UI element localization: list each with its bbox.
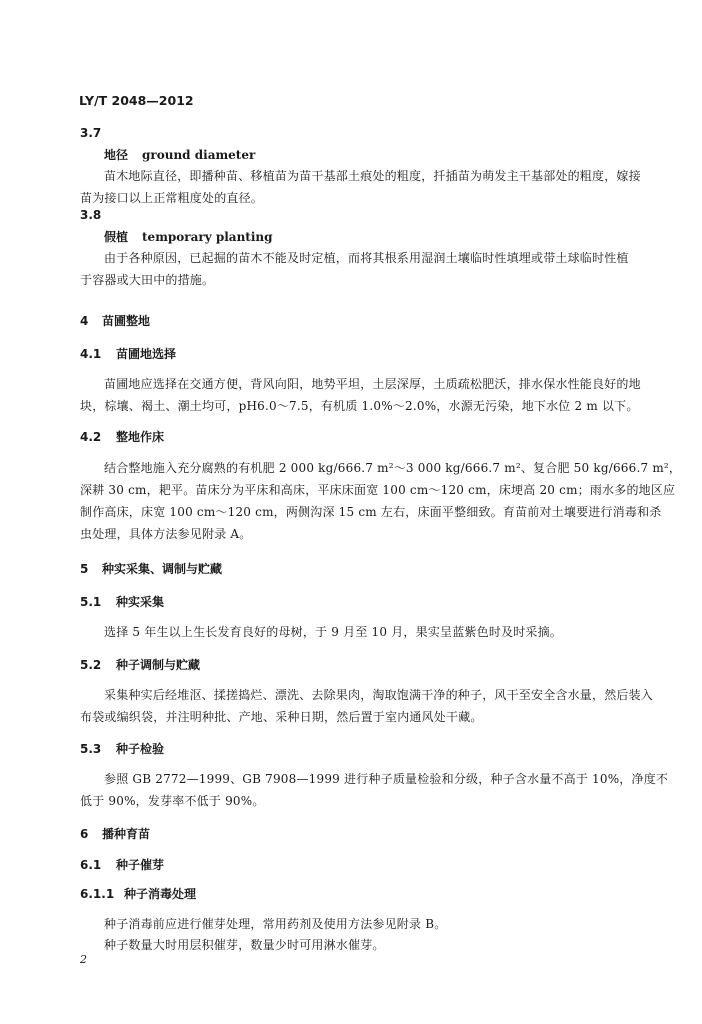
section-title: 种子消毒处理 <box>124 887 197 901</box>
term-number: 3.7 <box>80 126 102 140</box>
term-number: 3.8 <box>80 208 102 222</box>
paragraph-line: 由于各种原因，已起掘的苗木不能及时定植，而将其根系用湿润土壤临时性填埋或带土球临时性植 <box>104 251 629 265</box>
section-heading <box>80 345 176 362</box>
section-title: 种子调制与贮藏 <box>116 658 201 672</box>
paragraph-line: 种子数量大时用层积催芽，数量少时可用淋水催芽。 <box>104 938 385 952</box>
paragraph-line: 虫处理，具体方法参见附录 A。 <box>80 527 252 541</box>
section-heading <box>80 656 200 673</box>
section-number: 4.1 <box>80 347 102 361</box>
section-heading <box>80 825 150 842</box>
paragraph-line: 苗为接口以上正常粗度处的直径。 <box>80 191 264 205</box>
term-zh: 假植 <box>104 230 129 244</box>
section-title: 种子检验 <box>116 742 165 756</box>
paragraph-line: 布袋或编织袋，并注明种批、产地、采种日期，然后置于室内通风处干藏。 <box>80 710 483 724</box>
section-heading <box>80 560 222 577</box>
section-heading <box>80 428 164 445</box>
section-number: 4.2 <box>80 430 102 444</box>
section-number: 6.1.1 <box>80 887 115 901</box>
section-title: 种子催芽 <box>116 858 165 872</box>
section-number: 5 <box>80 562 89 576</box>
paragraph-line: 种子消毒前应进行催芽处理，常用药剂及使用方法参见附录 B。 <box>104 917 447 931</box>
section-title: 苗圃整地 <box>102 314 151 328</box>
paragraph-line: 苗圃地应选择在交通方便，背风向阳，地势平坦，土层深厚，土质疏松肥沃，排水保水性能良好的地 <box>104 377 641 391</box>
paragraph-line: 于容器或大田中的措施。 <box>80 273 215 287</box>
paragraph-line: 块，棕壤、褐土、潮土均可，pH6.0～7.5，有机质 1.0%～2.0%，水源无污染，地下水位 2 m 以下。 <box>80 399 639 413</box>
section-title: 苗圃地选择 <box>116 347 177 361</box>
term-en: temporary planting <box>142 230 273 244</box>
section-title: 整地作床 <box>116 430 165 444</box>
paragraph-line: 制作高床，床宽 100 cm～120 cm，两侧沟深 15 cm 左右，床面平整细致。育苗前对土壤要进行消毒和杀 <box>80 505 662 519</box>
section-title: 种实采集 <box>116 595 165 609</box>
section-title: 种实采集、调制与贮藏 <box>102 562 223 576</box>
paragraph-line: 选择 5 年生以上生长发育良好的母树，于 9 月至 10 月，果实呈蓝紫色时及时采摘。 <box>104 625 563 639</box>
paragraph-line: 结合整地施入充分腐熟的有机肥 2 000 kg/666.7 m²～3 000 kg/666.7 m²、复合肥 50 kg/666.7 m²， <box>104 461 682 475</box>
paragraph-line: 深耕 30 cm，耙平。苗床分为平床和高床，平床床面宽 100 cm～120 cm，床埂高 20 cm；雨水多的地区应 <box>80 483 676 497</box>
section-number: 5.1 <box>80 595 102 609</box>
paragraph-line: 低于 90%，发芽率不低于 90%。 <box>80 794 265 808</box>
term-heading <box>104 228 273 245</box>
section-heading <box>80 312 150 329</box>
term-zh: 地径 <box>104 148 129 162</box>
section-number: 5.2 <box>80 658 102 672</box>
paragraph-line: 参照 GB 2772—1999、GB 7908—1999 进行种子质量检验和分级，种子含水量不高于 10%，净度不 <box>104 772 669 786</box>
section-number: 6 <box>80 827 89 841</box>
section-number: 6.1 <box>80 858 102 872</box>
section-heading <box>80 856 164 873</box>
section-heading <box>80 885 196 902</box>
section-heading <box>80 593 164 610</box>
term-en: ground diameter <box>142 148 256 162</box>
section-number: 4 <box>80 314 89 328</box>
section-title: 播种育苗 <box>102 827 151 841</box>
section-number: 5.3 <box>80 742 102 756</box>
page-number: 2 <box>80 953 87 966</box>
standard-id: LY/T 2048—2012 <box>79 93 194 108</box>
paragraph-line: 采集种实后经堆沤、揉搓捣烂、漂洗、去除果肉，淘取饱满干净的种子，风干至安全含水量，然后装入 <box>104 688 654 702</box>
paragraph-line: 苗木地际直径，即播种苗、移植苗为苗干基部土痕处的粗度，扦插苗为萌发主干基部处的粗度，嫁接 <box>104 169 641 183</box>
section-heading <box>80 740 164 757</box>
term-heading <box>104 146 255 163</box>
